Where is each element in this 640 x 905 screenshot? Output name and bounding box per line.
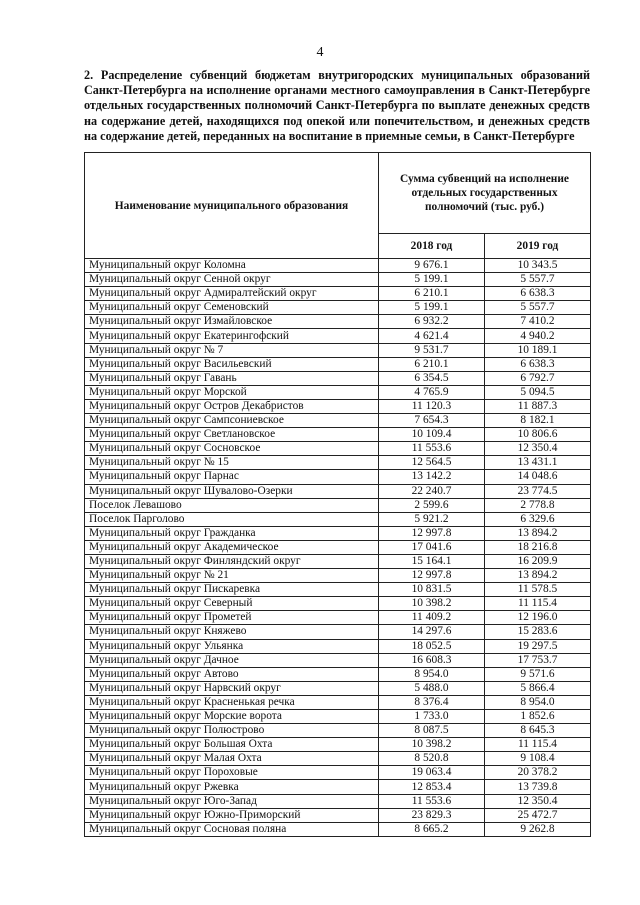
municipality-name: Муниципальный округ Сенной округ xyxy=(85,273,379,287)
value-2019: 19 297.5 xyxy=(485,639,591,653)
municipality-name: Поселок Парголово xyxy=(85,512,379,526)
value-2018: 6 932.2 xyxy=(379,315,485,329)
municipality-name: Муниципальный округ Сосновая поляна xyxy=(85,822,379,836)
value-2019: 7 410.2 xyxy=(485,315,591,329)
table-row xyxy=(85,329,591,343)
value-2019: 13 431.1 xyxy=(485,456,591,470)
municipality-name: Муниципальный округ Коломна xyxy=(85,259,379,273)
municipality-name: Муниципальный округ Морской xyxy=(85,385,379,399)
header-sum: Сумма субвенций на исполнение отдельных государственных полномочий (тыс. руб.) xyxy=(379,153,591,234)
table-row xyxy=(85,752,591,766)
value-2019: 6 638.3 xyxy=(485,287,591,301)
municipality-name: Муниципальный округ Светлановское xyxy=(85,428,379,442)
value-2018: 6 210.1 xyxy=(379,357,485,371)
value-2019: 20 378.2 xyxy=(485,766,591,780)
value-2018: 10 398.2 xyxy=(379,597,485,611)
table-row xyxy=(85,385,591,399)
value-2018: 10 398.2 xyxy=(379,738,485,752)
municipality-name: Муниципальный округ Шувалово-Озерки xyxy=(85,484,379,498)
municipality-name: Муниципальный округ Нарвский округ xyxy=(85,681,379,695)
table-row xyxy=(85,273,591,287)
value-2018: 8 954.0 xyxy=(379,667,485,681)
value-2018: 8 376.4 xyxy=(379,695,485,709)
table-row xyxy=(85,639,591,653)
table-row xyxy=(85,526,591,540)
value-2018: 4 621.4 xyxy=(379,329,485,343)
value-2018: 11 553.6 xyxy=(379,442,485,456)
value-2018: 12 997.8 xyxy=(379,569,485,583)
municipality-name: Муниципальный округ Сампсониевское xyxy=(85,414,379,428)
value-2019: 1 852.6 xyxy=(485,710,591,724)
value-2019: 9 108.4 xyxy=(485,752,591,766)
value-2018: 11 409.2 xyxy=(379,611,485,625)
value-2018: 12 564.5 xyxy=(379,456,485,470)
value-2018: 5 488.0 xyxy=(379,681,485,695)
value-2018: 16 608.3 xyxy=(379,653,485,667)
value-2019: 9 262.8 xyxy=(485,822,591,836)
value-2019: 6 329.6 xyxy=(485,512,591,526)
table-row xyxy=(85,794,591,808)
value-2018: 8 520.8 xyxy=(379,752,485,766)
value-2018: 22 240.7 xyxy=(379,484,485,498)
municipality-name: Муниципальный округ Екатерингофский xyxy=(85,329,379,343)
value-2018: 11 120.3 xyxy=(379,399,485,413)
value-2019: 12 350.4 xyxy=(485,794,591,808)
municipality-name: Муниципальный округ Остров Декабристов xyxy=(85,399,379,413)
table-row xyxy=(85,343,591,357)
table-row xyxy=(85,611,591,625)
table-row xyxy=(85,738,591,752)
table-row xyxy=(85,569,591,583)
municipality-name: Поселок Левашово xyxy=(85,498,379,512)
table-body xyxy=(85,259,591,837)
value-2019: 13 739.8 xyxy=(485,780,591,794)
municipality-name: Муниципальный округ Парнас xyxy=(85,470,379,484)
table-row xyxy=(85,301,591,315)
municipality-name: Муниципальный округ Полюстрово xyxy=(85,724,379,738)
value-2018: 8 665.2 xyxy=(379,822,485,836)
table-row xyxy=(85,371,591,385)
value-2018: 5 921.2 xyxy=(379,512,485,526)
municipality-name: Муниципальный округ Ржевка xyxy=(85,780,379,794)
table-row xyxy=(85,597,591,611)
value-2019: 23 774.5 xyxy=(485,484,591,498)
header-2018: 2018 год xyxy=(379,234,485,259)
value-2019: 5 557.7 xyxy=(485,301,591,315)
value-2019: 11 887.3 xyxy=(485,399,591,413)
municipality-name: Муниципальный округ Морские ворота xyxy=(85,710,379,724)
table-row xyxy=(85,442,591,456)
municipality-name: Муниципальный округ Автово xyxy=(85,667,379,681)
table-row xyxy=(85,554,591,568)
value-2019: 2 778.8 xyxy=(485,498,591,512)
municipality-name: Муниципальный округ № 21 xyxy=(85,569,379,583)
value-2018: 11 553.6 xyxy=(379,794,485,808)
table-row xyxy=(85,399,591,413)
value-2018: 6 354.5 xyxy=(379,371,485,385)
table-row xyxy=(85,808,591,822)
value-2018: 12 997.8 xyxy=(379,526,485,540)
value-2019: 14 048.6 xyxy=(485,470,591,484)
municipality-name: Муниципальный округ Гражданка xyxy=(85,526,379,540)
table-row xyxy=(85,583,591,597)
table-row xyxy=(85,456,591,470)
value-2018: 17 041.6 xyxy=(379,540,485,554)
value-2019: 17 753.7 xyxy=(485,653,591,667)
municipality-name: Муниципальный округ № 15 xyxy=(85,456,379,470)
table-row xyxy=(85,287,591,301)
value-2019: 10 806.6 xyxy=(485,428,591,442)
municipality-name: Муниципальный округ Красненькая речка xyxy=(85,695,379,709)
value-2018: 10 831.5 xyxy=(379,583,485,597)
municipality-name: Муниципальный округ Прометей xyxy=(85,611,379,625)
value-2018: 2 599.6 xyxy=(379,498,485,512)
value-2019: 12 196.0 xyxy=(485,611,591,625)
value-2019: 9 571.6 xyxy=(485,667,591,681)
table-row xyxy=(85,766,591,780)
value-2019: 8 182.1 xyxy=(485,414,591,428)
municipality-name: Муниципальный округ Дачное xyxy=(85,653,379,667)
table-row xyxy=(85,484,591,498)
value-2018: 14 297.6 xyxy=(379,625,485,639)
value-2019: 16 209.9 xyxy=(485,554,591,568)
table-row xyxy=(85,512,591,526)
section-title: 2. Распределение субвенций бюджетам внутригородских муниципальных образований Санкт-Петербурга на исполнение органами местного самоуправления в Санкт-Петербурге отдельных государственных полномочий Санкт-Петербурга по выплате денежных средств на содержание детей, находящихся под опекой или попечительством, и денежных средств на содержание детей, переданных на воспитание в приемные семьи, в Санкт-Петербурге xyxy=(84,68,590,143)
municipality-name: Муниципальный округ Измайловское xyxy=(85,315,379,329)
table-row xyxy=(85,428,591,442)
value-2018: 6 210.1 xyxy=(379,287,485,301)
municipality-name: Муниципальный округ Васильевский xyxy=(85,357,379,371)
value-2019: 11 115.4 xyxy=(485,597,591,611)
value-2019: 12 350.4 xyxy=(485,442,591,456)
municipality-name: Муниципальный округ Княжево xyxy=(85,625,379,639)
value-2019: 11 115.4 xyxy=(485,738,591,752)
value-2019: 13 894.2 xyxy=(485,526,591,540)
value-2018: 18 052.5 xyxy=(379,639,485,653)
municipality-name: Муниципальный округ Ульянка xyxy=(85,639,379,653)
municipality-name: Муниципальный округ Малая Охта xyxy=(85,752,379,766)
table-row xyxy=(85,780,591,794)
municipality-name: Муниципальный округ Академическое xyxy=(85,540,379,554)
table-row xyxy=(85,681,591,695)
municipality-name: Муниципальный округ Адмиралтейский округ xyxy=(85,287,379,301)
table-row xyxy=(85,724,591,738)
municipality-name: Муниципальный округ Северный xyxy=(85,597,379,611)
municipality-name: Муниципальный округ № 7 xyxy=(85,343,379,357)
table-row xyxy=(85,667,591,681)
table-row xyxy=(85,695,591,709)
municipality-name: Муниципальный округ Юго-Запад xyxy=(85,794,379,808)
municipality-name: Муниципальный округ Сосновское xyxy=(85,442,379,456)
municipality-name: Муниципальный округ Финляндский округ xyxy=(85,554,379,568)
value-2019: 10 189.1 xyxy=(485,343,591,357)
value-2018: 23 829.3 xyxy=(379,808,485,822)
municipality-name: Муниципальный округ Пороховые xyxy=(85,766,379,780)
value-2018: 13 142.2 xyxy=(379,470,485,484)
value-2019: 6 638.3 xyxy=(485,357,591,371)
value-2018: 12 853.4 xyxy=(379,780,485,794)
value-2019: 5 557.7 xyxy=(485,273,591,287)
table-row xyxy=(85,470,591,484)
table-row xyxy=(85,540,591,554)
value-2019: 8 954.0 xyxy=(485,695,591,709)
value-2019: 10 343.5 xyxy=(485,259,591,273)
value-2018: 9 676.1 xyxy=(379,259,485,273)
table-row xyxy=(85,498,591,512)
table-row xyxy=(85,710,591,724)
table-row xyxy=(85,822,591,836)
value-2019: 25 472.7 xyxy=(485,808,591,822)
value-2019: 5 094.5 xyxy=(485,385,591,399)
value-2018: 10 109.4 xyxy=(379,428,485,442)
header-name: Наименование муниципального образования xyxy=(85,153,379,259)
value-2019: 15 283.6 xyxy=(485,625,591,639)
value-2019: 18 216.8 xyxy=(485,540,591,554)
table-row xyxy=(85,259,591,273)
value-2018: 5 199.1 xyxy=(379,301,485,315)
value-2018: 1 733.0 xyxy=(379,710,485,724)
municipality-name: Муниципальный округ Большая Охта xyxy=(85,738,379,752)
table-row xyxy=(85,357,591,371)
value-2019: 6 792.7 xyxy=(485,371,591,385)
table-row xyxy=(85,625,591,639)
municipality-name: Муниципальный округ Пискаревка xyxy=(85,583,379,597)
value-2018: 9 531.7 xyxy=(379,343,485,357)
value-2019: 13 894.2 xyxy=(485,569,591,583)
value-2018: 19 063.4 xyxy=(379,766,485,780)
table-row xyxy=(85,315,591,329)
municipality-name: Муниципальный округ Семеновский xyxy=(85,301,379,315)
header-2019: 2019 год xyxy=(485,234,591,259)
value-2019: 11 578.5 xyxy=(485,583,591,597)
value-2018: 4 765.9 xyxy=(379,385,485,399)
table-row xyxy=(85,414,591,428)
value-2018: 15 164.1 xyxy=(379,554,485,568)
value-2018: 5 199.1 xyxy=(379,273,485,287)
municipality-name: Муниципальный округ Южно-Приморский xyxy=(85,808,379,822)
value-2019: 4 940.2 xyxy=(485,329,591,343)
value-2019: 8 645.3 xyxy=(485,724,591,738)
municipality-name: Муниципальный округ Гавань xyxy=(85,371,379,385)
value-2018: 7 654.3 xyxy=(379,414,485,428)
value-2018: 8 087.5 xyxy=(379,724,485,738)
page-number: 4 xyxy=(316,45,324,60)
value-2019: 5 866.4 xyxy=(485,681,591,695)
subsidies-table xyxy=(84,152,591,837)
table-row xyxy=(85,653,591,667)
